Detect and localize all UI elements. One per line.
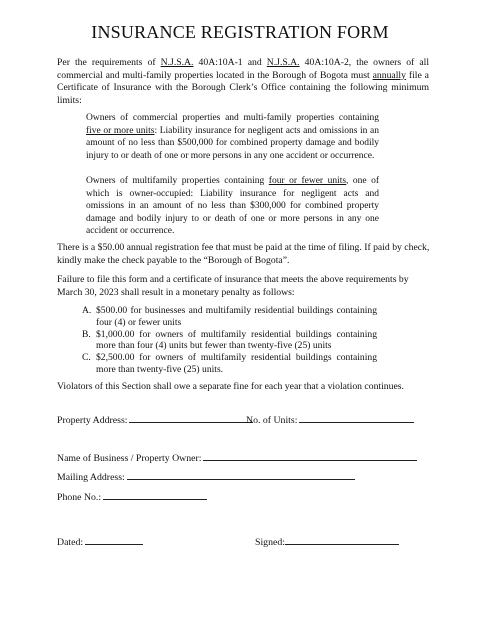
- list-item: C. $2,500.00 for owners of multifamily residential buildings containing more than twenty-five (25) units.: [82, 352, 377, 375]
- statute-ref-2: N.J.S.A.: [266, 57, 300, 68]
- mailing-address-field[interactable]: Mailing Address:: [57, 470, 355, 483]
- penalty-list: [82, 305, 377, 376]
- signature-line[interactable]: [285, 535, 399, 545]
- property-address-field[interactable]: Property Address:: [57, 413, 253, 426]
- owner-name-field[interactable]: Name of Business / Property Owner:: [57, 451, 417, 464]
- signed-field[interactable]: Signed:: [255, 535, 399, 548]
- violators-paragraph: Violators of this Section shall owe a separate fine for each year that a violation continues.: [57, 381, 404, 392]
- property-address-line[interactable]: [129, 413, 253, 423]
- penalty-intro: Failure to file this form and a certificate of insurance that meets the above requirements by March 30, 2023 shall result in a monetary penalty as follows:: [57, 274, 409, 298]
- dated-field[interactable]: Dated:: [57, 535, 143, 548]
- requirement-multifamily: Owners of multifamily properties containing four or fewer units, one of which is owner-occupied: Liability insurance for negligent acts and omissions in an amount of no less than $300,000 for combined property damage and bodily injury to or death of one or more persons in any one accident or occurrence.: [86, 176, 379, 237]
- fee-paragraph: There is a $50.00 annual registration fee that must be paid at the time of filing. If paid by check, kindly make the check payable to the “Borough of Bogota”.: [57, 242, 430, 266]
- list-item: B. $1,000.00 for owners of multifamily residential buildings containing more than four (4) units but fewer than twenty-five (25) units: [82, 328, 377, 352]
- number-of-units-field[interactable]: No. of Units:: [246, 413, 414, 426]
- phone-line[interactable]: [103, 490, 207, 500]
- annually-emphasis: annually: [372, 69, 406, 81]
- form-title: INSURANCE REGISTRATION FORM: [91, 22, 389, 42]
- intro-paragraph: Per the requirements of N.J.S.A. 40A:10A-1 and N.J.S.A. 40A:10A-2, the owners of all commercial and multi-family properties located in the Borough of Bogota must annually file a Certificate of Insurance with the Borough Clerk’s Office containing the following minimum limits:: [57, 57, 430, 106]
- mailing-address-line[interactable]: [127, 470, 355, 480]
- list-item: A. $500.00 for businesses and multifamily residential buildings containing four (4) or fewer units: [82, 305, 377, 328]
- phone-field[interactable]: Phone No.:: [57, 490, 207, 503]
- units-line[interactable]: [299, 413, 414, 423]
- statute-ref-1: N.J.S.A.: [160, 57, 194, 68]
- owner-name-line[interactable]: [203, 451, 417, 461]
- dated-line[interactable]: [85, 535, 143, 545]
- requirement-commercial: Owners of commercial properties and multi-family properties containing five or more units: Liability insurance for negligent acts and omissions in an amount of no less than $500,000 for combined property damage and bodily injury to or death of one or more persons in any one accident or occurrence.: [86, 113, 379, 161]
